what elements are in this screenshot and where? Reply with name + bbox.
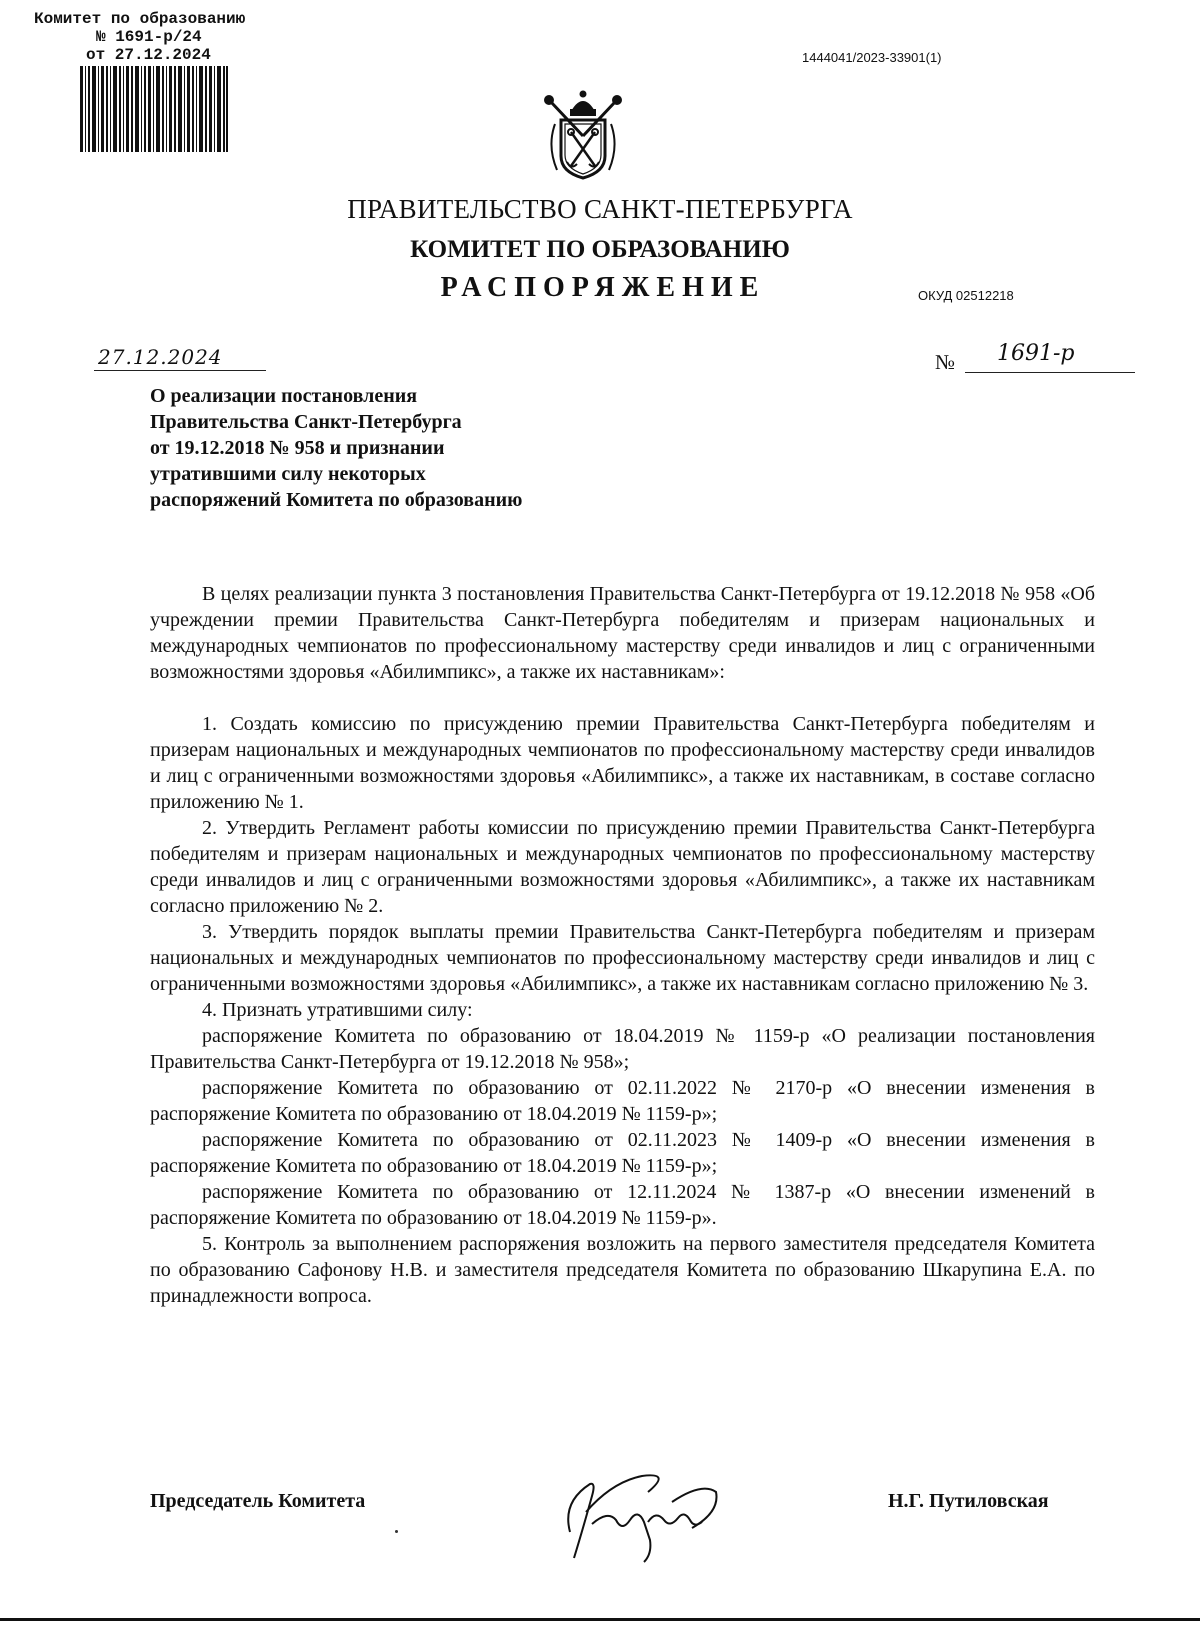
scan-bottom-edge [0,1618,1200,1621]
subject-line: Правительства Санкт-Петербурга [150,411,462,433]
signatory-name: Н.Г. Путиловская [888,1490,1049,1512]
coat-of-arms-icon [533,90,633,186]
subject-line: утратившими силу некоторых [150,463,426,485]
subject-line: О реализации постановления [150,385,418,407]
item-4-paragraph: 4. Признать утратившими силу: [202,999,473,1021]
item-3-paragraph: 3. Утвердить порядок выплаты премии Правительства Санкт-Петербурга победителям и призерам национальных и международных чемпионатов по профессиональному мастерству среди инвалидов и лиц с ограниченными возможностями здоровья «Абилимпикс», а также их наставникам согласно приложению № 3. [150,921,1095,995]
handwritten-date [94,344,262,370]
number-label: № [935,350,956,374]
subject-line: от 19.12.2018 № 958 и признании [150,437,445,459]
government-title: ПРАВИТЕЛЬСТВО САНКТ-ПЕТЕРБУРГА [347,194,853,224]
document-id: 1444041/2023-33901(1) [802,50,942,65]
item-4-subitem: распоряжение Комитета по образованию от 02.11.2023 № 1409-р «О внесении изменения в распоряжение Комитета по образованию от 18.04.2019 № 1159-р»; [150,1129,1095,1177]
stamp-line-organization: Комитет по образованию [34,10,246,28]
item-1-paragraph: 1. Создать комиссию по присуждению премии Правительства Санкт-Петербурга победителям и призерам национальных и международных чемпионатов по профессиональному мастерству среди инвалидов и лиц с ограниченными возможностями здоровья «Абилимпикс», а также их наставникам, в составе согласно приложению № 1. [150,713,1095,813]
document-type-title: РАСПОРЯЖЕНИЕ [440,272,766,303]
handwritten-number [995,336,1107,386]
document-subject [150,383,670,513]
document-body [150,581,1095,1309]
item-4-subitem: распоряжение Комитета по образованию от 02.11.2022 № 2170-р «О внесении изменения в распоряжение Комитета по образованию от 18.04.2019 № 1159-р»; [150,1077,1095,1125]
stamp-line-number: № 1691-р/24 [96,28,202,46]
item-5-paragraph: 5. Контроль за выполнением распоряжения возложить на первого заместителя председателя Комитета по образованию Сафонову Н.В. и заместителя председателя Комитета по образованию Шкарупина Е.А. по принадлежности вопроса. [150,1233,1095,1307]
handwritten-signature [552,1462,722,1572]
handwritten-date-text: 27.12.2024 [98,345,223,369]
preamble-paragraph: В целях реализации пункта 3 постановления Правительства Санкт-Петербурга от 19.12.2018 № 958 «Об учреждении премии Правительства Санкт-Петербурга победителям и призерам национальных и международных чемпионатов по профессиональному мастерству среди инвалидов и лиц с ограниченными возможностями здоровья «Абилимпикс», а также их наставникам»: [150,583,1095,683]
committee-title: КОМИТЕТ ПО ОБРАЗОВАНИЮ [410,236,790,263]
stray-dot [395,1530,398,1533]
date-underline [94,370,266,371]
registration-stamp [34,10,245,64]
stamp-line-date: от 27.12.2024 [86,46,211,64]
number-underline [965,372,1135,373]
handwritten-number-text: 1691-р [997,341,1075,366]
subject-line: распоряжений Комитета по образованию [150,489,523,511]
signatory-title: Председатель Комитета [150,1490,366,1512]
item-4-subitem: распоряжение Комитета по образованию от 12.11.2024 № 1387-р «О внесении изменений в распоряжение Комитета по образованию от 18.04.2019 № 1159-р». [150,1181,1095,1229]
okud-code: ОКУД 02512218 [918,288,1014,303]
item-4-subitem: распоряжение Комитета по образованию от 18.04.2019 № 1159-р «О реализации постановления Правительства Санкт-Петербурга от 19.12.2018 № 958»; [150,1025,1095,1073]
barcode [80,66,228,152]
item-2-paragraph: 2. Утвердить Регламент работы комиссии по присуждению премии Правительства Санкт-Петербурга победителям и призерам национальных и международных чемпионатов по профессиональному мастерству среди инвалидов и лиц с ограниченными возможностями здоровья «Абилимпикс», а также их наставникам согласно приложению № 2. [150,817,1095,917]
